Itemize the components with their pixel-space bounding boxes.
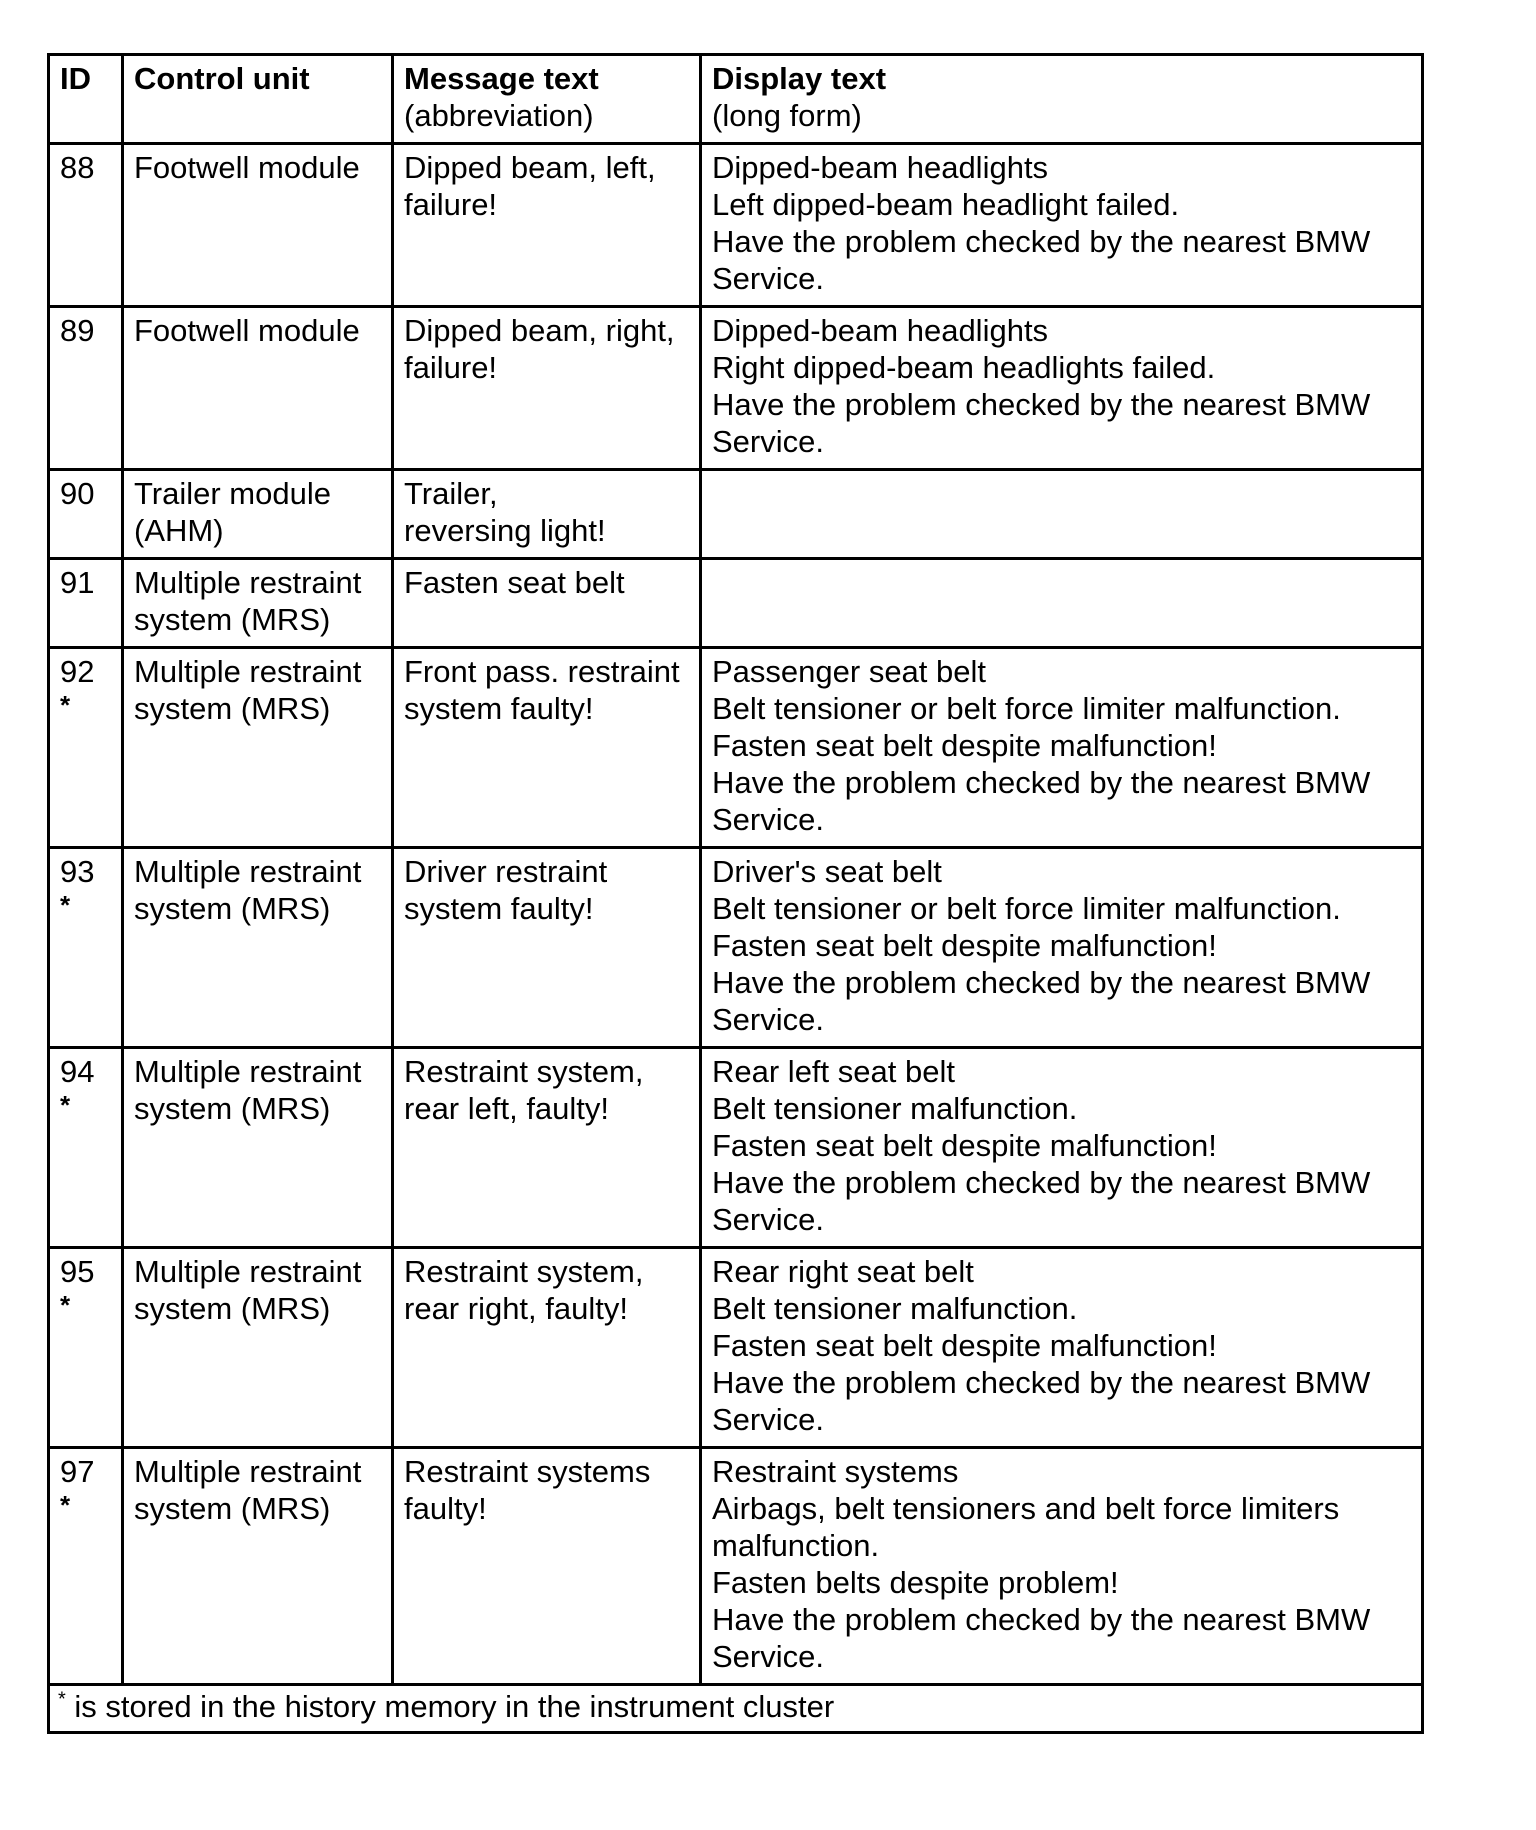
table-row [49,144,1423,307]
cell-display-text-line: Dipped-beam headlights [712,313,1049,348]
cell-message-text-line: faulty! [404,1491,487,1526]
cell-id [49,1048,123,1248]
row-id: 95 [60,1254,95,1289]
cell-message-text [393,307,701,470]
cell-message-text [393,470,701,559]
cell-control-unit-line: system (MRS) [134,602,331,637]
cell-display-text-line: Fasten seat belt despite malfunction! [712,928,1217,963]
cell-control-unit-line: Multiple restraint [134,654,362,689]
cell-control-unit-line: Multiple restraint [134,1054,362,1089]
cell-display-text [701,848,1423,1048]
cell-display-text-line: Service. [712,1402,824,1437]
cell-id [49,307,123,470]
cell-id [49,648,123,848]
cell-control-unit-line: Multiple restraint [134,1454,362,1489]
message-table [47,53,1424,1734]
cell-control-unit-line: Footwell module [134,150,360,185]
cell-message-text-line: system faulty! [404,691,594,726]
table-row [49,1448,1423,1685]
cell-display-text-line: Belt tensioner or belt force limiter malfunction. [712,891,1341,926]
cell-display-text-line: Have the problem checked by the nearest BMW [712,224,1371,259]
cell-control-unit-line: (AHM) [134,513,224,548]
cell-display-text-line: Have the problem checked by the nearest BMW [712,387,1371,422]
cell-control-unit-line: Trailer module [134,476,331,511]
cell-control-unit [123,470,393,559]
cell-display-text [701,648,1423,848]
cell-message-text [393,1248,701,1448]
cell-message-text-line: failure! [404,350,498,385]
cell-control-unit [123,1048,393,1248]
cell-message-text-line: system faulty! [404,891,594,926]
cell-display-text-line: Have the problem checked by the nearest BMW [712,1602,1371,1637]
table-body [49,144,1423,1685]
cell-control-unit [123,559,393,648]
row-id: 94 [60,1054,95,1089]
cell-display-text-line: Rear left seat belt [712,1054,955,1089]
cell-message-text [393,848,701,1048]
cell-control-unit [123,1448,393,1685]
cell-display-text-line: Service. [712,261,824,296]
history-marker: * [60,690,71,720]
cell-display-text-line: Restraint systems [712,1454,959,1489]
cell-control-unit-line: system (MRS) [134,1491,331,1526]
cell-display-text-line: Right dipped-beam headlights failed. [712,350,1216,385]
history-marker: * [60,1090,71,1120]
cell-display-text [701,1248,1423,1448]
cell-control-unit-line: Footwell module [134,313,360,348]
cell-display-text-line: Have the problem checked by the nearest BMW [712,965,1371,1000]
cell-message-text-line: rear right, faulty! [404,1291,628,1326]
cell-control-unit-line: system (MRS) [134,891,331,926]
cell-message-text [393,1048,701,1248]
cell-control-unit-line: Multiple restraint [134,854,362,889]
cell-message-text-line: Dipped beam, right, [404,313,675,348]
table-row [49,848,1423,1048]
cell-display-text-line: Driver's seat belt [712,854,942,889]
cell-display-text-line: Dipped-beam headlights [712,150,1049,185]
cell-display-text-line: Service. [712,424,824,459]
cell-id [49,848,123,1048]
cell-display-text-line: Fasten seat belt despite malfunction! [712,728,1217,763]
cell-display-text-line: malfunction. [712,1528,880,1563]
cell-display-text-line: Have the problem checked by the nearest BMW [712,1365,1371,1400]
cell-display-text-line: Passenger seat belt [712,654,987,689]
cell-id [49,1248,123,1448]
cell-id [49,1448,123,1685]
row-id: 92 [60,654,95,689]
cell-control-unit [123,848,393,1048]
cell-display-text [701,559,1423,648]
cell-display-text-line: Have the problem checked by the nearest BMW [712,1165,1371,1200]
cell-id [49,144,123,307]
cell-display-text-line: Fasten seat belt despite malfunction! [712,1328,1217,1363]
row-id: 89 [60,313,95,348]
cell-message-text-line: Restraint systems [404,1454,651,1489]
cell-control-unit [123,648,393,848]
cell-display-text-line: Service. [712,802,824,837]
cell-control-unit [123,1248,393,1448]
header-display-text: Display text (long form) [701,55,1423,144]
history-marker: * [60,1490,71,1520]
header-message-text: Message text (abbreviation) [393,55,701,144]
cell-display-text-line: Service. [712,1639,824,1674]
cell-display-text-line: Belt tensioner or belt force limiter malfunction. [712,691,1341,726]
cell-control-unit [123,307,393,470]
cell-display-text-line: Rear right seat belt [712,1254,974,1289]
cell-control-unit-line: system (MRS) [134,691,331,726]
table-row [49,559,1423,648]
cell-control-unit-line: system (MRS) [134,1291,331,1326]
cell-message-text-line: reversing light! [404,513,606,548]
footnote-marker: * [58,1688,66,1711]
cell-message-text-line: failure! [404,187,498,222]
cell-display-text [701,307,1423,470]
history-marker: * [60,1290,71,1320]
footnote-row [49,1685,1423,1733]
cell-control-unit-line: Multiple restraint [134,565,362,600]
cell-display-text-line: Left dipped-beam headlight failed. [712,187,1180,222]
cell-id [49,559,123,648]
cell-display-text [701,470,1423,559]
row-id: 88 [60,150,95,185]
header-id: ID [49,55,123,144]
cell-message-text-line: Restraint system, [404,1054,644,1089]
cell-display-text-line: Belt tensioner malfunction. [712,1091,1078,1126]
row-id: 91 [60,565,95,600]
cell-display-text [701,144,1423,307]
footnote-text: is stored in the history memory in the instrument cluster [65,1689,835,1724]
cell-display-text-line: Belt tensioner malfunction. [712,1291,1078,1326]
cell-display-text-line: Fasten seat belt despite malfunction! [712,1128,1217,1163]
cell-message-text-line: Driver restraint [404,854,608,889]
table-row [49,648,1423,848]
cell-display-text-line: Service. [712,1202,824,1237]
cell-message-text-line: rear left, faulty! [404,1091,610,1126]
table-row [49,1248,1423,1448]
cell-message-text [393,144,701,307]
history-marker: * [60,890,71,920]
cell-display-text-line: Service. [712,1002,824,1037]
table-row [49,307,1423,470]
cell-display-text-line: Fasten belts despite problem! [712,1565,1119,1600]
table-row [49,1048,1423,1248]
row-id: 97 [60,1454,95,1489]
cell-display-text-line: Have the problem checked by the nearest BMW [712,765,1371,800]
cell-display-text [701,1048,1423,1248]
cell-message-text [393,1448,701,1685]
cell-message-text-line: Restraint system, [404,1254,644,1289]
cell-message-text [393,648,701,848]
cell-message-text-line: Front pass. restraint [404,654,680,689]
header-control-unit: Control unit [123,55,393,144]
cell-id [49,470,123,559]
table-row [49,470,1423,559]
cell-message-text-line: Fasten seat belt [404,565,625,600]
cell-message-text [393,559,701,648]
row-id: 90 [60,476,95,511]
cell-display-text [701,1448,1423,1685]
cell-control-unit-line: system (MRS) [134,1091,331,1126]
row-id: 93 [60,854,95,889]
header-row [49,55,1423,144]
cell-control-unit-line: Multiple restraint [134,1254,362,1289]
cell-message-text-line: Dipped beam, left, [404,150,656,185]
cell-message-text-line: Trailer, [404,476,498,511]
footnote [49,1685,1423,1733]
cell-control-unit [123,144,393,307]
cell-display-text-line: Airbags, belt tensioners and belt force limiters [712,1491,1340,1526]
